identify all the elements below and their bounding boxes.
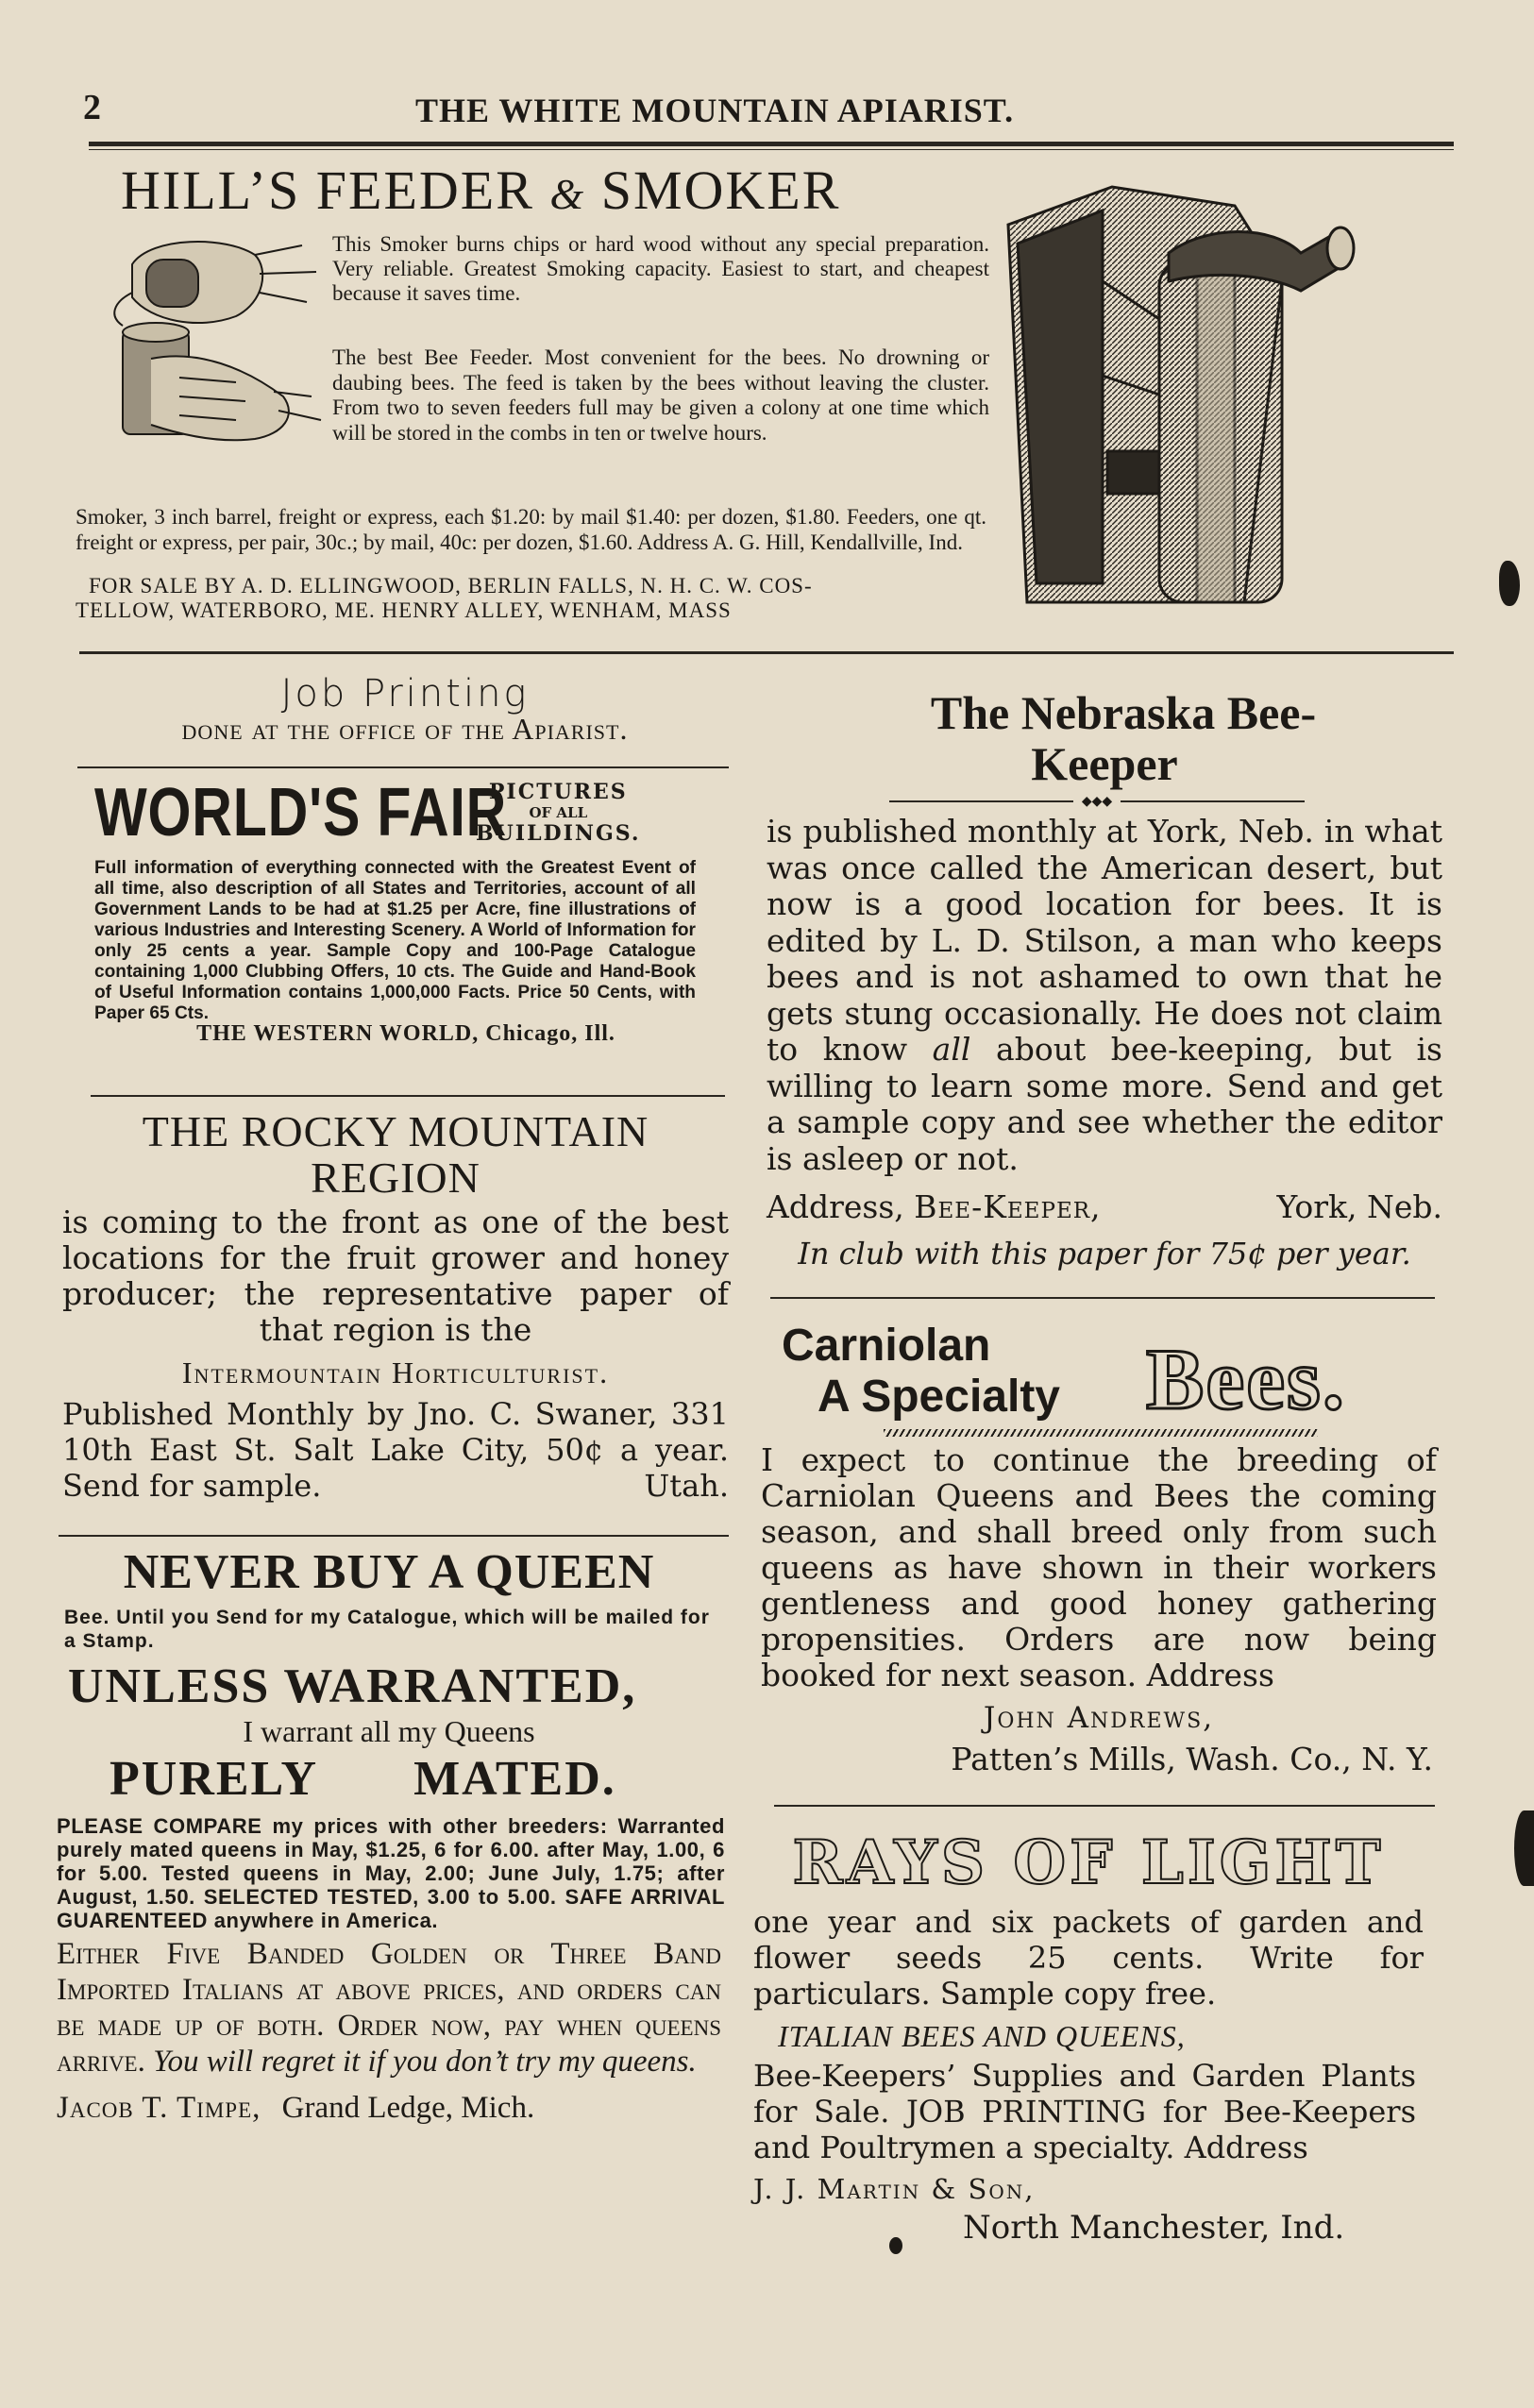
rocky-publication: [62, 1396, 729, 1504]
header-rule-thin: [89, 149, 1454, 150]
queen-prices: PLEASE COMPARE my prices with other breeders: Warranted purely mated queens in May, $1.25, 6 for 6.00. after May, 1.00, 6 for 5.00. Tested queens in May, 2.00; June July, 1.75; after August, 1.50. SELECTED TESTED, 3.00 to 5.00. SAFE ARRIVAL GUARENTEED anywhere in America.: [57, 1814, 725, 1932]
queen-ad: [57, 1544, 725, 2126]
queen-signature: [57, 2091, 721, 2126]
hill-ad-bottom-rule: [79, 651, 1454, 654]
page-number: 2: [83, 88, 101, 127]
carniolan-bees: Bees.: [1146, 1331, 1346, 1427]
rays-name: J. J. Martin & Son,: [753, 2173, 1036, 2205]
nebraska-all: all: [932, 1031, 971, 1068]
worlds-fair-body: Full information of everything connected with the Greatest Event of all time, also description of all States and Territories, account of all Government Lands to be had at $1.25 per Acre, fine illustrations of various Industries and Interesting Scenery. A World of Information for only 25 cents a year. Sample Copy and 100-Page Catalogue containing 1,000 Clubbing Offers, 10 cts. The Guide and Hand-Book of Useful Information contains 1,000,000 Facts. Price 50 Cents, with Paper 65 Cts.: [94, 857, 696, 1023]
carniolan-rule: [774, 1805, 1435, 1807]
feeder-description: The best Bee Feeder. Most convenient for the bees. No drowning or daubing bees. The feed is taken by the bees without leaving the cluster. From two to seven feeders full may be given a colony at one time which will be stored in the combs in ten or twelve hours.: [332, 345, 989, 445]
nebraska-ornament: ◆◆◆: [889, 793, 1305, 810]
rocky-pub-text: Published Monthly by Jno. C. Swaner, 331 10th East St. Salt Lake City, 50¢ a year. Send for sample.: [62, 1396, 729, 1504]
nebraska-body: [767, 814, 1442, 1177]
carniolan-ornament: [884, 1429, 1318, 1437]
nebraska-title-1: The Nebraska Bee-: [930, 686, 1317, 739]
job-printing-subtitle: done at the office of the Apiarist.: [181, 712, 629, 746]
hill-title-part1: HILL’S FEEDER: [121, 160, 534, 221]
nebraska-address: [767, 1188, 1442, 1226]
rays-body: one year and six packets of garden and flower seeds 25 cents. Write for particulars. Sample copy free.: [753, 1904, 1424, 2012]
worlds-fair-side3: BUILDINGS.: [476, 821, 641, 846]
smoker-illustration: [999, 168, 1452, 621]
rocky-rule: [59, 1535, 729, 1537]
margin-ink-mark: [1499, 561, 1520, 606]
nebraska-body-a: is published monthly at York, Neb. in what was once called the American desert, but now is a good location for bees. It is edited by L. D. Stilson, a man who keeps bees and is not ashamed to own that he gets stung occasionally. He does not claim to know: [767, 813, 1442, 1068]
worlds-fair-title: WORLD'S FAIR: [94, 775, 508, 850]
rocky-mountain-ad: [62, 1106, 729, 1504]
carniolan-line2: A Specialty: [818, 1372, 1060, 1422]
queen-warrant-line: I warrant all my Queens: [243, 1714, 535, 1748]
nebraska-ad: [767, 685, 1442, 1271]
rocky-state: Utah.: [644, 1468, 729, 1504]
rays-place: North Manchester, Ind.: [963, 2209, 1345, 2247]
queen-sig-place: Grand Ledge, Mich.: [281, 2091, 535, 2125]
rocky-paper-name: Intermountain Horticulturist.: [181, 1356, 610, 1389]
queen-title: NEVER BUY A QUEEN: [123, 1545, 655, 1599]
feeder-hand-illustration: [94, 227, 330, 481]
worlds-fair-side1: PICTURES: [488, 780, 628, 804]
queen-purely-mated: [57, 1751, 721, 1807]
job-printing-rule: [77, 766, 729, 768]
nebraska-body-b: about bee-keeping, but is willing to learn some more. Send and get a sample copy and see whether the editor is asleep or not.: [767, 1031, 1442, 1177]
queen-subtitle: Bee. Until you Send for my Catalogue, which will be mailed for a Stamp.: [64, 1607, 710, 1652]
hill-agents-line2: TELLOW, WATERBORO, ME. HENRY ALLEY, WENHAM, MASS: [76, 598, 732, 622]
queen-either-text: Either Five Banded Golden or Three Band Imported Italians at above prices, and orders can be made up of both. Order now, pay when queens arrive.: [57, 1937, 721, 2079]
nebraska-address-label: Address,: [767, 1188, 904, 1225]
nebraska-address-name: Bee-Keeper,: [914, 1188, 1102, 1225]
worlds-fair-ad: [94, 775, 717, 1047]
rays-italian: ITALIAN BEES AND QUEENS,: [778, 2019, 1186, 2053]
nebraska-rule: [770, 1297, 1435, 1299]
hill-title-part2: SMOKER: [600, 160, 841, 221]
margin-ink-mark: [1514, 1810, 1534, 1886]
queen-purely: PURELY: [110, 1752, 317, 1806]
rays-title: RAYS OF LIGHT: [792, 1827, 1385, 1898]
worlds-fair-rule: [91, 1095, 725, 1097]
rocky-title-2: REGION: [311, 1153, 480, 1202]
queen-sig-name: Jacob T. Timpe,: [57, 2091, 261, 2125]
carniolan-line1: Carniolan: [782, 1321, 991, 1371]
carniolan-ad: [761, 1312, 1437, 1777]
running-title: THE WHITE MOUNTAIN APIARIST.: [415, 92, 1015, 129]
rocky-body: is coming to the front as one of the best locations for the fruit grower and honey producer; the representative paper of that region is the: [62, 1204, 729, 1348]
ink-dot: [889, 2237, 902, 2254]
queen-mated: MATED.: [413, 1752, 616, 1806]
nebraska-title-2: Keeper: [1031, 737, 1178, 790]
worlds-fair-side2: OF ALL: [529, 804, 588, 821]
hill-title-amp: &: [549, 170, 586, 218]
carniolan-body: I expect to continue the breeding of Carniolan Queens and Bees the coming season, and shall breed only from such queens as have shown in their workers gentleness and good honey gathering propensities. Orders are now being booked for next season. Address: [761, 1441, 1437, 1693]
rays-supplies: Bee-Keepers’ Supplies and Garden Plants for Sale. JOB PRINTING for Bee-Keepers and Poultrymen a specialty. Address: [753, 2058, 1416, 2165]
queen-either: [57, 1936, 721, 2080]
rays-ad: [753, 1827, 1424, 2247]
queen-warranted: UNLESS WARRANTED,: [68, 1659, 637, 1713]
queen-regret: You will regret it if you don’t try my queens.: [153, 2045, 697, 2079]
job-printing-title: Job Printing: [280, 672, 530, 716]
header-rule: [89, 142, 1454, 146]
worlds-fair-publisher: THE WESTERN WORLD, Chicago, Ill.: [196, 1021, 615, 1046]
hill-agents-line1: FOR SALE BY A. D. ELLINGWOOD, BERLIN FALLS, N. H. C. W. COS-: [89, 574, 813, 598]
hill-prices: Smoker, 3 inch barrel, freight or express, each $1.20: by mail $1.40: per dozen, $1.80. Feeders, one qt. freight or express, per pair, 30c.; by mail, 40c: per dozen, $1.60. Address A. G. Hill, Kendallville, Ind.: [76, 505, 986, 554]
nebraska-club: In club with this paper for 75¢ per year.: [798, 1236, 1411, 1271]
nebraska-address-place: York, Neb.: [1276, 1188, 1442, 1225]
hill-ad-title: [121, 159, 840, 222]
carniolan-name: John Andrews,: [983, 1701, 1215, 1735]
smoker-description: This Smoker burns chips or hard wood without any special preparation. Very reliable. Greatest Smoking capacity. Easiest to start, and cheapest because it saves time.: [332, 232, 989, 305]
rocky-title-1: THE ROCKY MOUNTAIN: [142, 1107, 649, 1155]
carniolan-place: Patten’s Mills, Wash. Co., N. Y.: [951, 1741, 1433, 1777]
job-printing-ad: [79, 672, 731, 747]
